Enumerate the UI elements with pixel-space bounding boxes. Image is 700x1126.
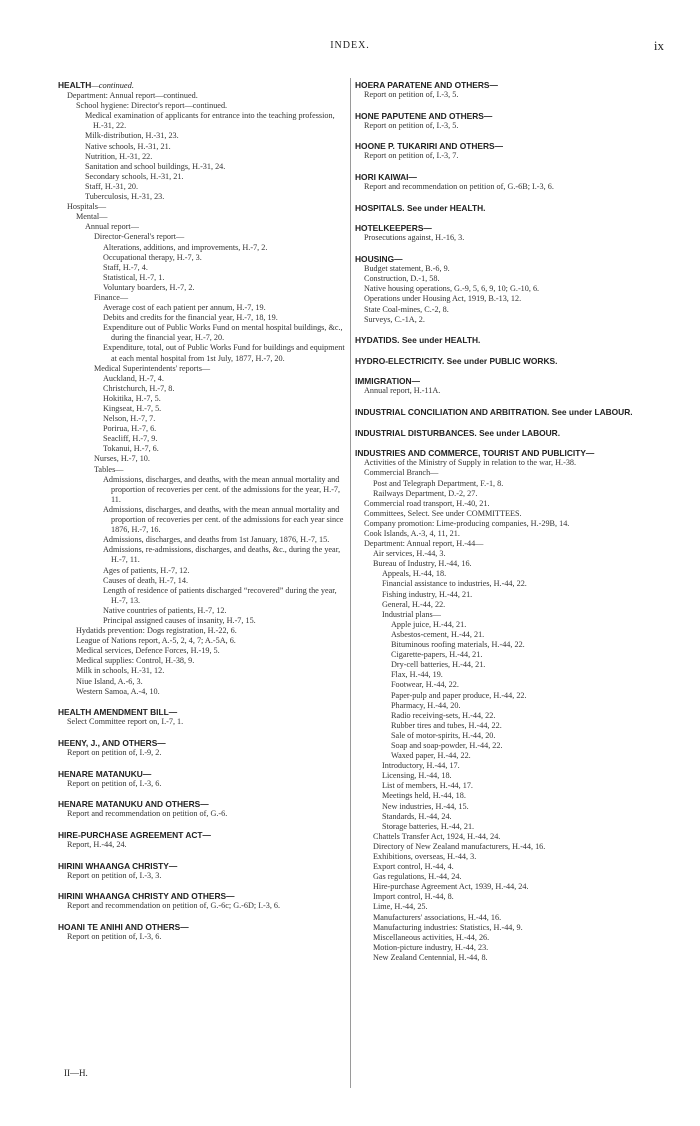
index-subentry: Commercial Branch— [364,468,439,478]
index-subentry: Railways Department, D.-2, 27. [373,488,478,498]
index-subentry: Soap and soap-powder, H.-44, 22. [391,740,503,750]
index-subentry: Flax, H.-44, 19. [391,670,443,680]
entry-heading-text: HIRINI WHAANGA CHRISTY AND OTHERS— [58,891,235,902]
index-subentry: Sanitation and school buildings, H.-31, 24. [85,161,226,171]
index-subentry: Report on petition of, I.-3, 6. [67,778,162,788]
entry-heading-text: HOTELKEEPERS— [355,223,432,234]
index-subentry: Hokitika, H.-7, 5. [103,393,161,403]
index-subentry: List of members, H.-44, 17. [382,781,473,791]
index-subentry: Milk in schools, H.-31, 12. [76,666,165,676]
entry-heading [355,172,651,182]
index-subentry: Report on petition of, I.-9, 2. [67,748,162,757]
entry-heading [58,769,346,779]
index-subentry: League of Nations report, A.-5, 2, 4, 7; A.-5A, 6. [76,636,236,646]
index-subentry: Import control, H.-44, 8. [373,892,454,902]
index-subentry: Hospitals— [67,202,107,212]
index-entry [355,203,651,213]
entry-heading-text: HENARE MATANUKU— [58,768,152,779]
index-subentry: Western Samoa, A.-4, 10. [76,686,160,696]
entry-heading-text: INDUSTRIAL CONCILIATION AND ARBITRATION. See under LABOUR. [355,407,633,418]
page-footer: II—H. [64,1068,88,1078]
index-entry [58,80,346,697]
index-subentry: Budget statement, B.-6, 9. [364,264,450,274]
index-subentry: Christchurch, H.-7, 8. [103,383,175,393]
index-subentry: Ages of patients, H.-7, 12. [103,565,190,575]
index-subentry: Admissions, discharges, and deaths from 1st January, 1876, H.-7, 15. [103,535,330,545]
index-subentry: Hire-purchase Agreement Act, 1939, H.-44, 24. [373,882,529,892]
index-subentry: Construction, D.-1, 58. [364,274,440,284]
index-subentry: Debits and credits for the financial year, H.-7, 18, 19. [103,313,278,323]
index-subentry: Footwear, H.-44, 22. [391,680,459,690]
index-entry [58,830,346,850]
entry-heading-text: HOUSING— [355,254,403,265]
index-entry [355,407,651,417]
entry-heading [58,707,346,717]
entry-heading-text: HYDRO-ELECTRICITY. See under PUBLIC WORKS. [355,355,558,366]
index-subentry: Cook Islands, A.-3, 4, 11, 21. [364,529,460,538]
entry-heading [58,861,346,871]
entry-heading [58,891,346,901]
index-entry [58,707,346,727]
index-subentry: Report and recommendation on petition of, G.-6c; G.-6D; I.-3, 6. [67,901,281,911]
index-subentry: Expenditure, total, out of Public Works Fund for buildings and equipment at each mental hospital from 1st July, 1877, H.-7, 20. [103,343,345,363]
entry-heading [58,830,346,840]
entry-heading [355,203,651,213]
index-subentry: Manufacturing industries: Statistics, H.-44, 9. [373,922,523,932]
index-subentry: Tables— [94,464,124,474]
index-subentry: Air services, H.-44, 3. [373,549,446,559]
index-subentry: Principal assigned causes of insanity, H.-7, 15. [103,615,256,625]
index-subentry: Apple juice, H.-44, 21. [391,619,467,629]
index-subentry: Report and recommendation on petition of, G.-6. [67,809,228,819]
index-subentry: Admissions, re-admissions, discharges, and deaths, &c., during the year, H.-7, 11. [103,545,341,565]
index-subentry: Lime, H.-44, 25. [373,902,428,912]
index-subentry: Niue Island, A.-6, 3. [76,676,143,686]
index-subentry: Paper-pulp and paper produce, H.-44, 22. [391,690,527,700]
index-subentry: Operations under Housing Act, 1919, B.-13, 12. [364,294,522,304]
index-subentry: Sale of motor-spirits, H.-44, 20. [391,730,496,740]
entry-heading-text: HOONE P. TUKARIRI AND OTHERS— [355,141,503,152]
index-subentry: New industries, H.-44, 15. [382,801,469,811]
index-entry [58,891,346,911]
entry-heading-text: INDUSTRIES AND COMMERCE, TOURIST AND PUBLICITY— [355,448,595,459]
index-entry [355,223,651,243]
index-entry [58,769,346,789]
index-subentry: Nutrition, H.-31, 22. [85,151,153,161]
index-entry [58,738,346,758]
index-subentry: School hygiene: Director's report—continued. [76,101,228,111]
index-subentry: Statistical, H.-7, 1. [103,272,165,282]
index-subentry: Native countries of patients, H.-7, 12. [103,605,227,615]
entry-heading [355,254,651,264]
index-subentry: Report on petition of, I.-3, 6. [67,932,162,942]
entry-heading-text: INDUSTRIAL DISTURBANCES. See under LABOUR. [355,427,561,438]
index-subentry: Admissions, discharges, and deaths, with the mean annual mortality and proportion of recoveries per cent. of the admissions for each year since 1876, H.-7, 16. [103,504,344,535]
index-subentry: Select Committee report on, I.-7, 1. [67,717,184,727]
index-subentry: Licensing, H.-44, 18. [382,771,452,781]
index-subentry: Committees, Select. See under COMMITTEES. [364,508,522,518]
index-entry [355,111,651,131]
index-entry [58,922,346,942]
page-title: INDEX. [330,40,370,51]
index-subentry: Native housing operations, G.-9, 5, 6, 9, 10; G.-10, 6. [364,284,540,294]
index-subentry: Asbestos-cement, H.-44, 21. [391,629,485,639]
entry-heading [355,80,651,90]
index-subentry: Report on petition of, I.-3, 7. [364,151,459,161]
index-subentry: Chattels Transfer Act, 1924, H.-44, 24. [373,831,501,841]
entry-heading-text: HOSPITALS. See under HEALTH. [355,202,486,213]
index-entry [355,141,651,161]
index-subentry: Industrial plans— [382,609,441,619]
entry-heading [58,80,346,91]
entry-heading [355,335,651,345]
index-subentry: State Coal-mines, C.-2, 8. [364,304,449,314]
index-subentry: Milk-distribution, H.-31, 23. [85,131,179,141]
index-subentry: General, H.-44, 22. [382,599,446,609]
page-number: ix [653,38,664,53]
entry-heading [355,428,651,438]
index-subentry: Alterations, additions, and improvements, H.-7, 2. [103,242,268,252]
index-subentry: Bureau of Industry, H.-44, 16. [373,559,472,569]
index-subentry: Financial assistance to industries, H.-44, 22. [382,579,527,589]
index-subentry: Average cost of each patient per annum, H.-7, 19. [103,303,266,313]
index-subentry: Manufacturers' associations, H.-44, 16. [373,912,502,922]
index-subentry: Annual report— [85,222,139,232]
index-subentry: Hydatids prevention: Dogs registration, H.-22, 6. [76,626,237,636]
entry-heading [355,376,651,386]
index-subentry: Department: Annual report—continued. [67,91,198,101]
index-subentry: Miscellaneous activities, H.-44, 26. [373,932,490,942]
index-entry [355,376,651,396]
entry-heading-text: IMMIGRATION— [355,376,420,387]
entry-heading [355,407,651,417]
entry-heading-text: HEENY, J., AND OTHERS— [58,737,166,748]
index-subentry: Waxed paper, H.-44, 22. [391,751,471,761]
entry-heading-text: HOERA PARATENE AND OTHERS— [355,80,498,90]
index-subentry: Admissions, discharges, and deaths, with the mean annual mortality and proportion of recoveries per cent. of the admissions for the year, H.-7, 11. [103,474,341,504]
index-subentry: Medical examination of applicants for entrance into the teaching profession, H.-31, 22. [85,111,335,131]
column-divider [350,78,351,1088]
index-subentry: Pharmacy, H.-44, 20. [391,700,461,710]
index-subentry: Standards, H.-44, 24. [382,811,452,821]
index-subentry: Radio receiving-sets, H.-44, 22. [391,710,496,720]
index-subentry: Tokanui, H.-7, 6. [103,444,159,454]
index-subentry: Occupational therapy, H.-7, 3. [103,252,202,262]
index-subentry: Report on petition of, I.-3, 5. [364,120,459,130]
index-subentry: Commercial road transport, H.-40, 21. [364,498,490,508]
entry-heading-text: HORI KAIWAI— [355,172,417,183]
index-entry [355,356,651,366]
index-subentry: Cigarette-papers, H.-44, 21. [391,650,483,660]
index-subentry: Report on petition of, I.-3, 3. [67,870,162,880]
entry-heading-text: HOANI TE ANIHI AND OTHERS— [58,922,189,933]
entry-heading [355,223,651,233]
index-subentry: Directory of New Zealand manufacturers, H.-44, 16. [373,841,546,851]
index-subentry: Seacliff, H.-7, 9. [103,434,158,444]
entry-heading-text: HIRE-PURCHASE AGREEMENT ACT— [58,829,211,840]
index-entry [355,428,651,438]
index-subentry: Nurses, H.-7, 10. [94,454,150,464]
left-column [58,80,346,942]
entry-heading [58,922,346,932]
index-subentry: Exhibitions, overseas, H.-44, 3. [373,852,477,861]
entry-heading-text: HYDATIDS. See under HEALTH. [355,335,481,346]
index-subentry: Medical services, Defence Forces, H.-19, 5. [76,646,220,656]
continued-label: —continued. [91,81,134,90]
index-subentry: New Zealand Centennial, H.-44, 8. [373,952,488,962]
index-subentry: Export control, H.-44, 4. [373,862,454,872]
entry-heading-text: HIRINI WHAANGA CHRISTY— [58,860,178,871]
entry-heading-text: HEALTH [58,80,92,90]
index-subentry: Surveys, C.-1A, 2. [364,314,425,324]
index-subentry: Length of residence of patients discharged “recovered” during the year, H.-7, 13. [103,585,337,605]
index-subentry: Voluntary boarders, H.-7, 2. [103,282,195,292]
index-subentry: Annual report, H.-11A. [364,386,441,396]
index-subentry: Meetings held, H.-44, 18. [382,791,466,801]
entry-heading-text: HONE PAPUTENE AND OTHERS— [355,110,493,121]
index-subentry: Activities of the Ministry of Supply in relation to the war, H.-38. [364,458,577,468]
index-subentry: Bituminous roofing materials, H.-44, 22. [391,640,525,650]
entry-heading [355,111,651,121]
index-subentry: Dry-cell batteries, H.-44, 21. [391,660,486,670]
index-subentry: Post and Telegraph Department, F.-1, 8. [373,478,504,488]
index-entry [355,335,651,345]
index-entry [355,172,651,192]
index-subentry: Staff, H.-31, 20. [85,181,139,191]
index-subentry: Tuberculosis, H.-31, 23. [85,192,165,202]
index-subentry: Causes of death, H.-7, 14. [103,575,189,585]
index-subentry: Medical supplies: Control, H.-38, 9. [76,656,195,666]
entry-heading [355,356,651,366]
index-subentry: Medical Superintendents' reports— [94,363,211,373]
index-subentry: Mental— [76,212,108,222]
index-entry [58,861,346,881]
index-entry [355,448,651,963]
index-subentry: Gas regulations, H.-44, 24. [373,872,462,882]
index-entry [355,80,651,100]
index-subentry: Report, H.-44, 24. [67,840,127,850]
index-subentry: Porirua, H.-7, 6. [103,424,157,434]
index-subentry: Introductory, H.-44, 17. [382,761,460,771]
index-entry [355,254,651,325]
entry-heading [58,799,346,809]
entry-heading-text: HENARE MATANUKU AND OTHERS— [58,799,209,810]
index-subentry: Director-General's report— [94,232,185,242]
index-subentry: Company promotion: Lime-producing companies, H.-29B, 14. [364,518,570,528]
index-subentry: Secondary schools, H.-31, 21. [85,171,184,181]
entry-heading [355,141,651,151]
index-subentry: Expenditure out of Public Works Fund on mental hospital buildings, &c., during the financial year, H.-7, 20. [103,323,343,343]
index-subentry: Nelson, H.-7, 7. [103,414,156,424]
index-subentry: Finance— [94,292,129,302]
index-subentry: Report and recommendation on petition of, G.-6B; I.-3, 6. [364,182,554,192]
index-subentry: Storage batteries, H.-44, 21. [382,821,475,831]
index-subentry: Prosecutions against, H.-16, 3. [364,233,465,243]
index-subentry: Staff, H.-7, 4. [103,262,148,272]
entry-heading [355,448,651,458]
index-entry [58,799,346,819]
index-subentry: Kingseat, H.-7, 5. [103,404,162,413]
index-subentry: Department: Annual report, H.-44— [364,539,484,549]
index-subentry: Rubber tires and tubes, H.-44, 22. [391,720,502,730]
index-subentry: Report on petition of, I.-3, 5. [364,90,459,100]
index-subentry: Fishing industry, H.-44, 21. [382,589,473,599]
index-subentry: Appeals, H.-44, 18. [382,569,447,579]
entry-heading-text: HEALTH AMENDMENT BILL— [58,707,178,718]
entry-heading [58,738,346,748]
index-subentry: Auckland, H.-7, 4. [103,373,164,383]
index-subentry: Native schools, H.-31, 21. [85,141,171,151]
right-column [355,80,651,963]
index-subentry: Motion-picture industry, H.-44, 23. [373,942,489,952]
